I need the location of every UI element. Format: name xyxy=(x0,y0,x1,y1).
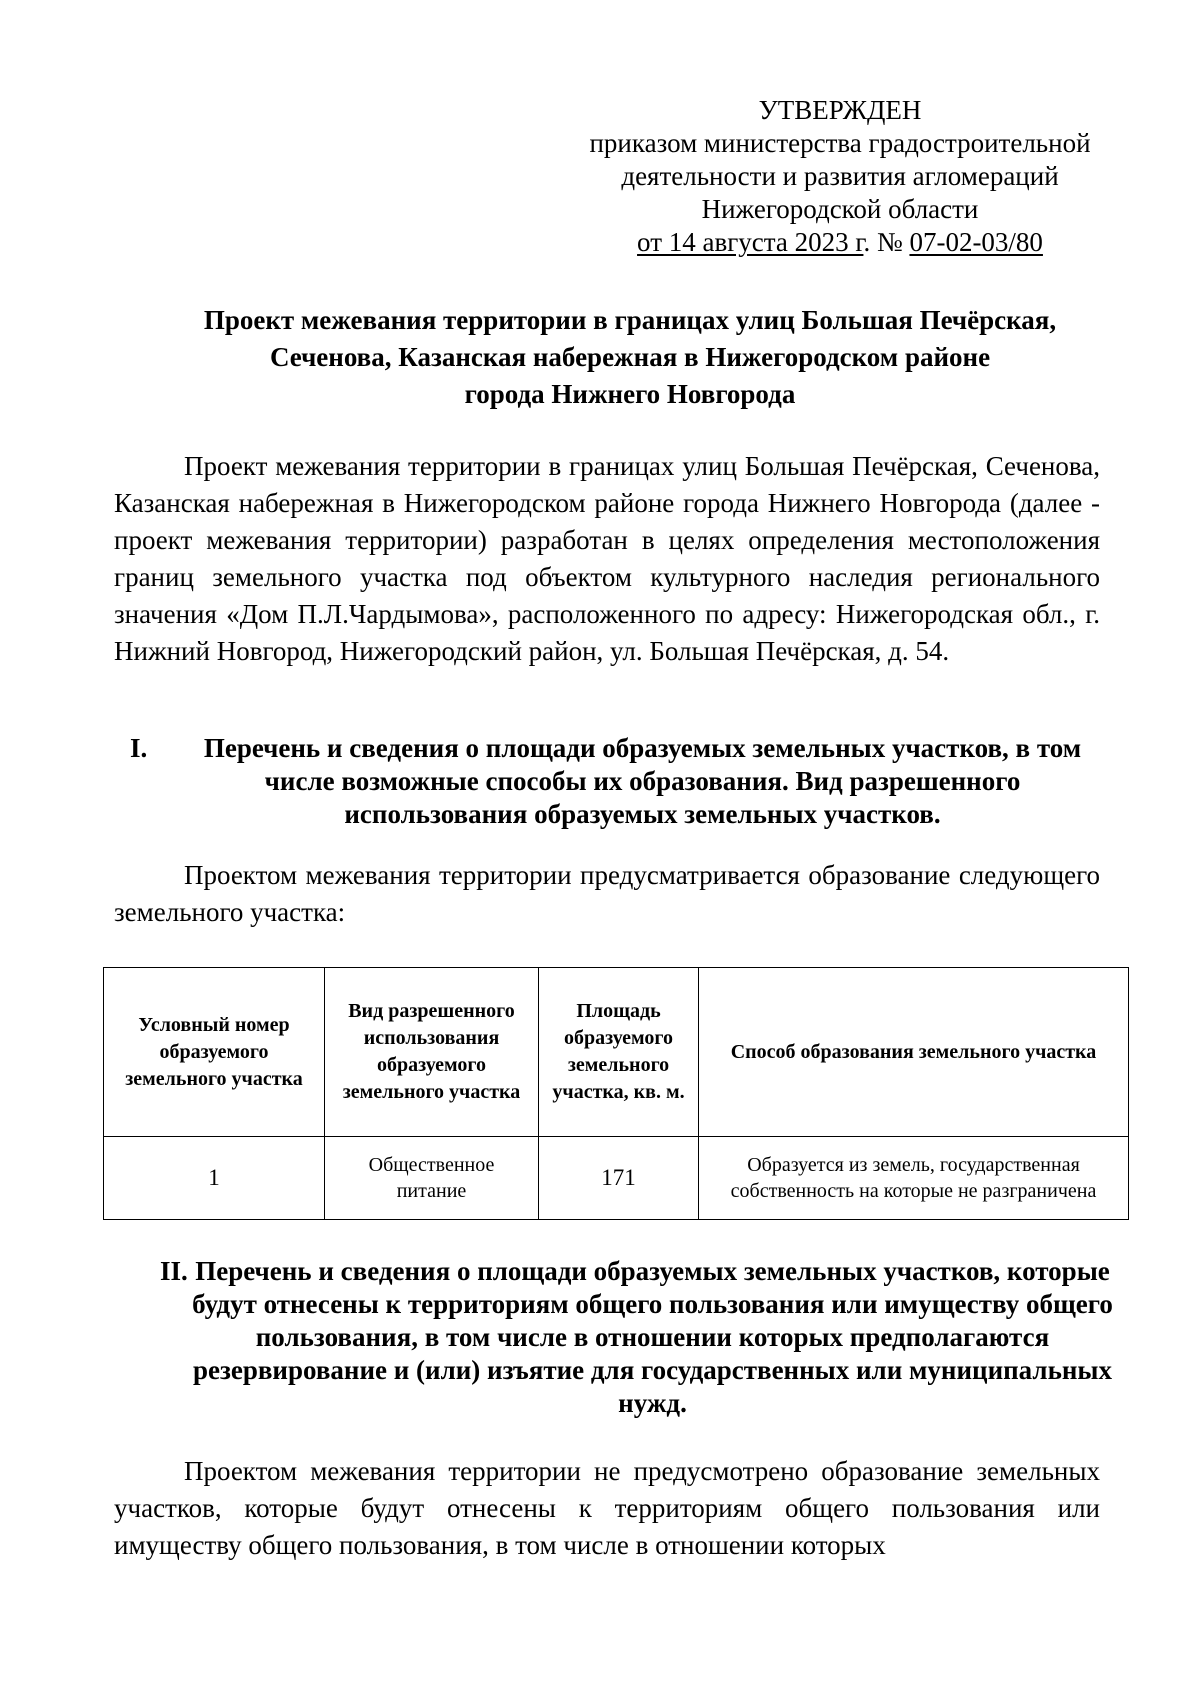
section-1-paragraph xyxy=(114,857,1100,931)
approval-date-line xyxy=(560,226,1120,259)
section-1-number: I. xyxy=(130,733,148,763)
title-line-2: Сеченова, Казанская набережная в Нижегородском районе xyxy=(269,342,991,372)
approval-order-line: приказом министерства градостроительной xyxy=(589,128,1091,158)
table-cell-number: 1 xyxy=(104,1137,325,1220)
section-2-heading xyxy=(130,1255,1115,1420)
approval-date: от 14 августа 2023 г xyxy=(637,227,864,257)
title-line-1: Проект межевания территории в границах улиц Большая Печёрская, xyxy=(203,305,1057,335)
table-header-cell: Площадь образуемого земельного участка, кв. м. xyxy=(539,968,699,1137)
intro-paragraph xyxy=(114,448,1100,670)
title-line-3: города Нижнего Новгорода xyxy=(464,379,796,409)
section-1-paragraph-text: Проектом межевания территории предусматривается образование следующего земельного участка: xyxy=(114,860,1100,927)
approval-stamp xyxy=(560,94,1120,259)
table-row xyxy=(104,1137,1129,1220)
table-cell-area: 171 xyxy=(539,1137,699,1220)
intro-paragraph-text: Проект межевания территории в границах улиц Большая Печёрская, Сеченова, Казанская набережная в Нижегородском районе города Нижнего Новгорода (далее - проект межевания территории) разработан в целях определения местоположения границ земельного участка под объектом культурного наследия регионального значения «Дом П.Л.Чардымова», расположенного по адресу: Нижегородская обл., г. Нижний Новгород, Нижегородский район, ул. Большая Печёрская, д. 54. xyxy=(114,451,1100,666)
section-2-paragraph-text: Проектом межевания территории не предусмотрено образование земельных участков, которые будут отнесены к территориям общего пользования или имуществу общего пользования, в том числе в отношении которых xyxy=(114,1456,1100,1560)
approval-number-prefix: . № xyxy=(863,227,910,257)
approval-number: 07-02-03/80 xyxy=(909,227,1043,257)
section-2-paragraph xyxy=(114,1453,1100,1564)
table-cell-method: Образуется из земель, государственная собственность на которые не разграничена xyxy=(699,1137,1129,1220)
approval-region-line: Нижегородской области xyxy=(701,194,979,224)
section-2-heading-text: Перечень и сведения о площади образуемых земельных участков, которые будут отнесены к территориям общего пользования или имуществу общего пользования, в том числе в отношении которых предполагаются резервирование и (или) изъятие для государственных или муниципальных нужд. xyxy=(192,1256,1113,1418)
table-header-row xyxy=(104,968,1129,1137)
approval-ministry-line: деятельности и развития агломераций xyxy=(621,161,1059,191)
approval-heading: УТВЕРЖДЕН xyxy=(758,95,922,125)
table-cell-usage: Общественное питание xyxy=(325,1137,539,1220)
document-title xyxy=(140,302,1120,413)
section-2-number: II. xyxy=(160,1256,188,1286)
land-plot-table xyxy=(103,967,1129,1220)
table-header-cell: Условный номер образуемого земельного участка xyxy=(104,968,325,1137)
section-1-heading-text: Перечень и сведения о площади образуемых земельных участков, в том числе возможные способы их образования. Вид разрешенного использования образуемых земельных участков. xyxy=(203,733,1082,829)
table-header-cell: Вид разрешенного использования образуемого земельного участка xyxy=(325,968,539,1137)
section-1-heading xyxy=(130,732,1115,831)
table-header-cell: Способ образования земельного участка xyxy=(699,968,1129,1137)
